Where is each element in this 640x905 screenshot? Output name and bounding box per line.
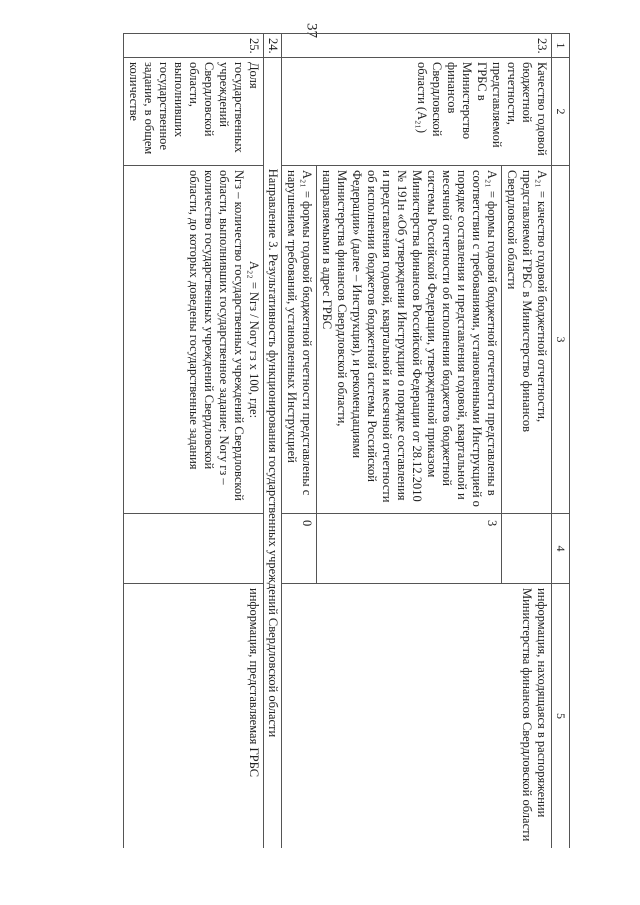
- formula-cell: А₂₁ = формы годовой бюджетной отчетности представлены с нарушением требований, установленных Инструкцией: [282, 166, 317, 514]
- source-cell: информация, находящаяся в распоряжении Министерства финансов Свердловской области: [282, 584, 552, 849]
- page-number: 37: [303, 23, 320, 38]
- score-cell: 0: [282, 514, 317, 584]
- section-title: Направление 3. Результативность функционирования государственных учреждений Свердловской области: [264, 58, 282, 849]
- header-cell: 2: [552, 58, 570, 166]
- formula-description: Nгз – количество государственных учреждений Свердловской области, выполнивших государственное задание; Nогу гз – количество государственных учреждений Свердловской области, до которых доведены государственные задания: [187, 170, 246, 501]
- header-cell: 4: [552, 514, 570, 584]
- table-row: [124, 34, 264, 849]
- score-cell: 3: [317, 514, 502, 584]
- formula-cell: [124, 166, 264, 514]
- formula-cell: А₂₁ = формы годовой бюджетной отчетности представлены в соответствии с требованиями, установленными Инструкцией о порядке составления и представления годовой, квартальной и месячной отчетности об исполнении бюджетов бюджетной системы Российской Федерации, утвержденной приказом Министерства финансов Российской Федерации от 28.12.2010 № 191н «Об утверждении Инструкции о порядке составления и представления годовой, квартальной и месячной отчетности об исполнении бюджетов бюджетной системы Российской Федерации» (далее – Инструкция), и рекомендациями Министерства финансов Свердловской области, направляемыми в адрес ГРБС: [317, 166, 502, 514]
- row-number: 23.: [282, 34, 552, 58]
- indicator-name: Доля государственных учреждений Свердловской области, выполнивших государственное задание, в общем количестве: [124, 58, 264, 166]
- header-cell: 1: [552, 34, 570, 58]
- score-cell: [124, 514, 264, 584]
- section-row: [264, 34, 282, 849]
- score-cell: [502, 514, 552, 584]
- row-number: 24.: [264, 34, 282, 58]
- row-number: 25.: [124, 34, 264, 58]
- table-row: [502, 34, 552, 849]
- header-cell: 3: [552, 166, 570, 514]
- header-row: [552, 34, 570, 849]
- indicators-table: [123, 33, 570, 848]
- source-cell: информация, представляемая ГРБС: [124, 584, 264, 849]
- table-viewport: [75, 33, 570, 848]
- header-cell: 5: [552, 584, 570, 849]
- indicator-name: Качество годовой бюджетной отчетности, представляемой ГРБС в Министерство финансов Свердловской области (А₂₁): [282, 58, 552, 166]
- formula-cell: А₂₁ = качество годовой бюджетной отчетности, представляемой ГРБС в Министерство финансов Свердловской области: [502, 166, 552, 514]
- formula-line: А₂₂ = Nгз / Nогу гз х 100, где:: [247, 260, 261, 419]
- rotated-table-wrapper: [75, 33, 570, 848]
